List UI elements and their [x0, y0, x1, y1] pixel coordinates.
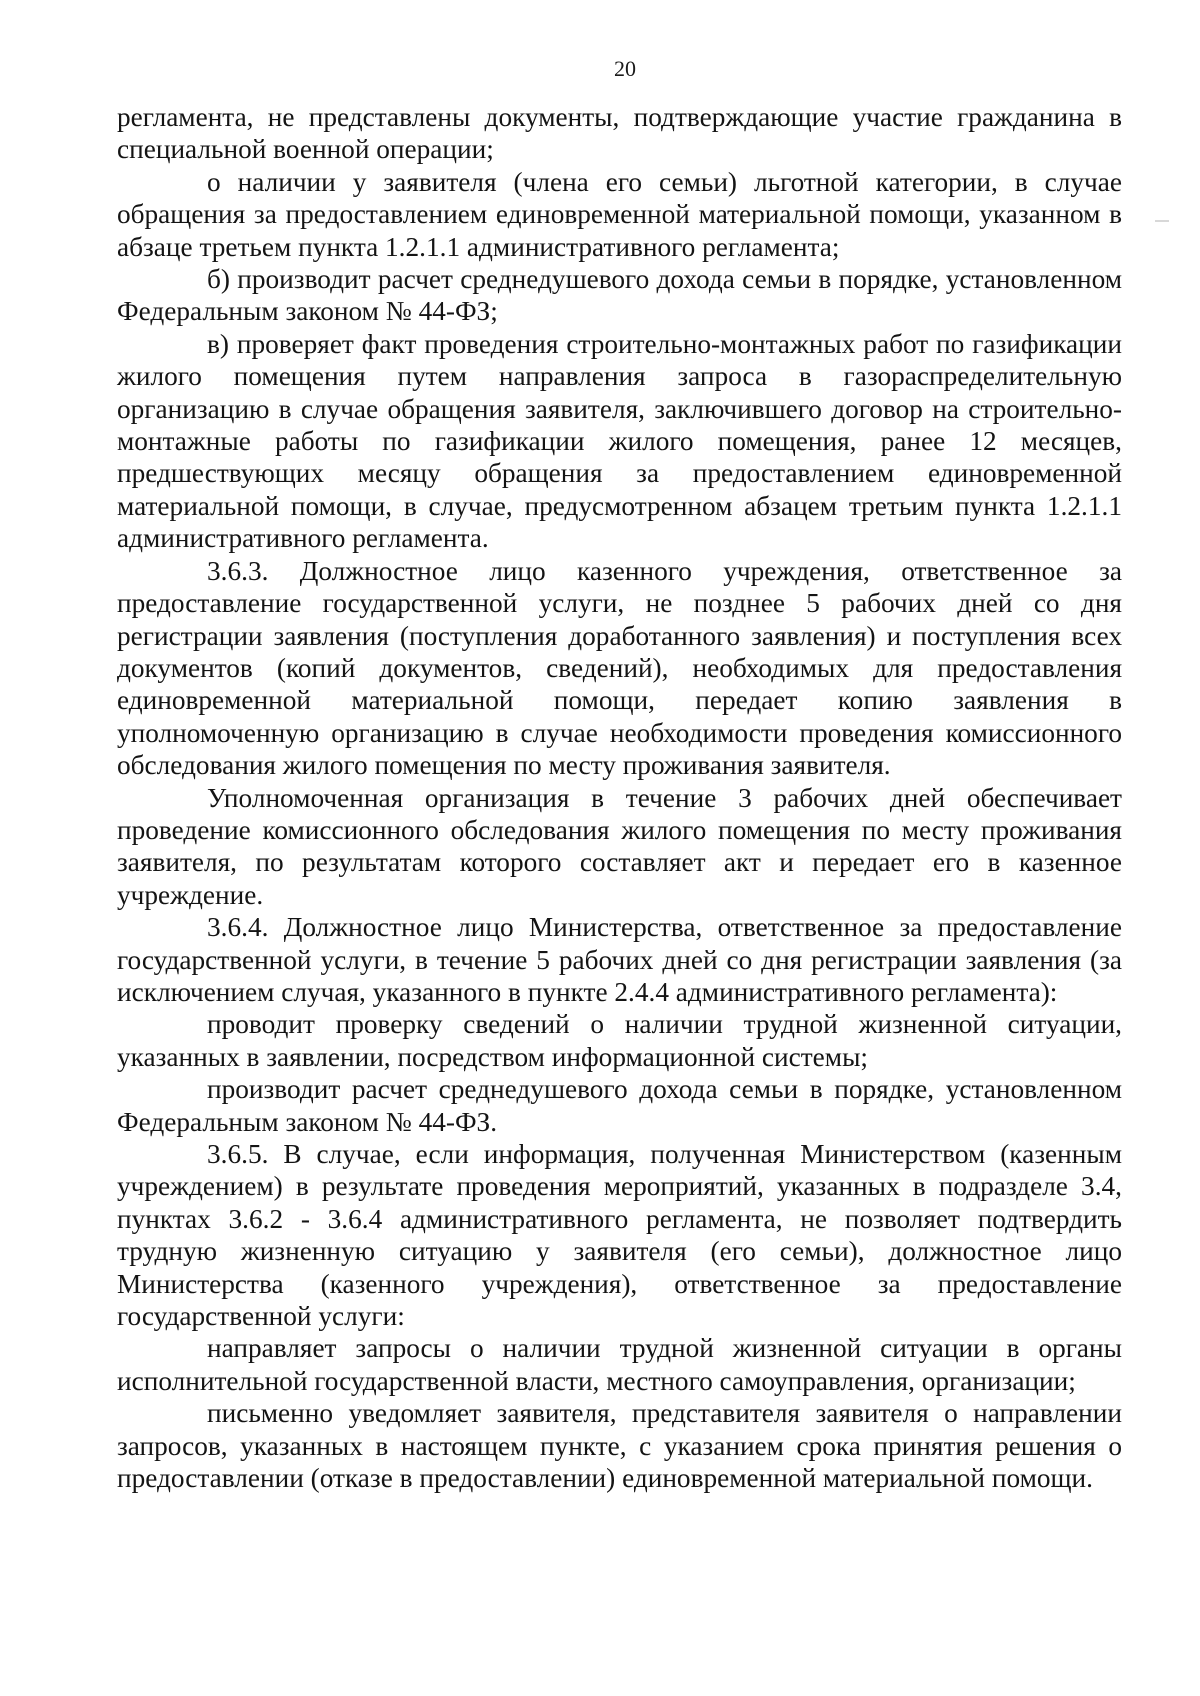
page-number: 20: [614, 56, 636, 81]
paragraph-preferential-category: о наличии у заявителя (члена его семьи) льготной категории, в случае обращения за предоставлением единовременной материальной помощи, указанном в абзаце третьем пункта 1.2.1.1 административного регламента;: [117, 166, 1122, 262]
paragraph-3-6-4: 3.6.4. Должностное лицо Министерства, ответственное за предоставление государственной услуги, в течение 5 рабочих дней со дня регистрации заявления (за исключением случая, указанного в пункте 2.4.4 административного регламента):: [117, 912, 1122, 1007]
paragraph-3-6-3: 3.6.3. Должностное лицо казенного учреждения, ответственное за предоставление государственной услуги, не позднее 5 рабочих дней со дня регистрации заявления (поступления доработанного заявления) и поступления всех документов (копий документов, сведений), необходимых для предоставления единовременной материальной помощи, передает копию заявления в уполномоченную организацию в случае необходимости проведения комиссионного обследования жилого помещения по месту проживания заявителя.: [117, 555, 1122, 781]
paragraph-hardship-check: проводит проверку сведений о наличии трудной жизненной ситуации, указанных в заявлении, посредством информационной системы;: [117, 1009, 1122, 1072]
paragraph-authorized-organization: Уполномоченная организация в течение 3 рабочих дней обеспечивает проведение комиссионного обследования жилого помещения по месту проживания заявителя, по результатам которого составляет акт и передает его в казенное учреждение.: [117, 782, 1122, 910]
scan-artifact: [1155, 220, 1169, 222]
paragraph-continuation: регламента, не представлены документы, подтверждающие участие гражданина в специальной военной операции;: [117, 102, 1122, 165]
paragraph-income-calculation-b: б) производит расчет среднедушевого дохода семьи в порядке, установленном Федеральным законом № 44-ФЗ;: [117, 264, 1122, 327]
paragraph-gasification-check-v: в) проверяет факт проведения строительно-монтажных работ по газификации жилого помещения путем направления запроса в газораспределительную организацию в случае обращения заявителя, заключившего договор на строительно-монтажные работы по газификации жилого помещения, ранее 12 месяцев, предшествующих месяцу обращения за предоставлением единовременной материальной помощи, в случае, предусмотренном абзацем третьим пункта 1.2.1.1 административного регламента.: [117, 328, 1122, 554]
paragraph-3-6-5: 3.6.5. В случае, если информация, полученная Министерством (казенным учреждением) в результате проведения мероприятий, указанных в подразделе 3.4, пунктах 3.6.2 - 3.6.4 административного регламента, не позволяет подтвердить трудную жизненную ситуацию у заявителя (его семьи), должностное лицо Министерства (казенного учреждения), ответственное за предоставление государственной услуги:: [117, 1139, 1122, 1332]
document-body: [117, 101, 1122, 1494]
paragraph-income-calculation: производит расчет среднедушевого дохода семьи в порядке, установленном Федеральным законом № 44-ФЗ.: [117, 1074, 1122, 1137]
paragraph-send-requests: направляет запросы о наличии трудной жизненной ситуации в органы исполнительной государственной власти, местного самоуправления, организации;: [117, 1333, 1122, 1396]
paragraph-notify-applicant: письменно уведомляет заявителя, представителя заявителя о направлении запросов, указанных в настоящем пункте, с указанием срока принятия решения о предоставлении (отказе в предоставлении) единовременной материальной помощи.: [117, 1398, 1122, 1494]
